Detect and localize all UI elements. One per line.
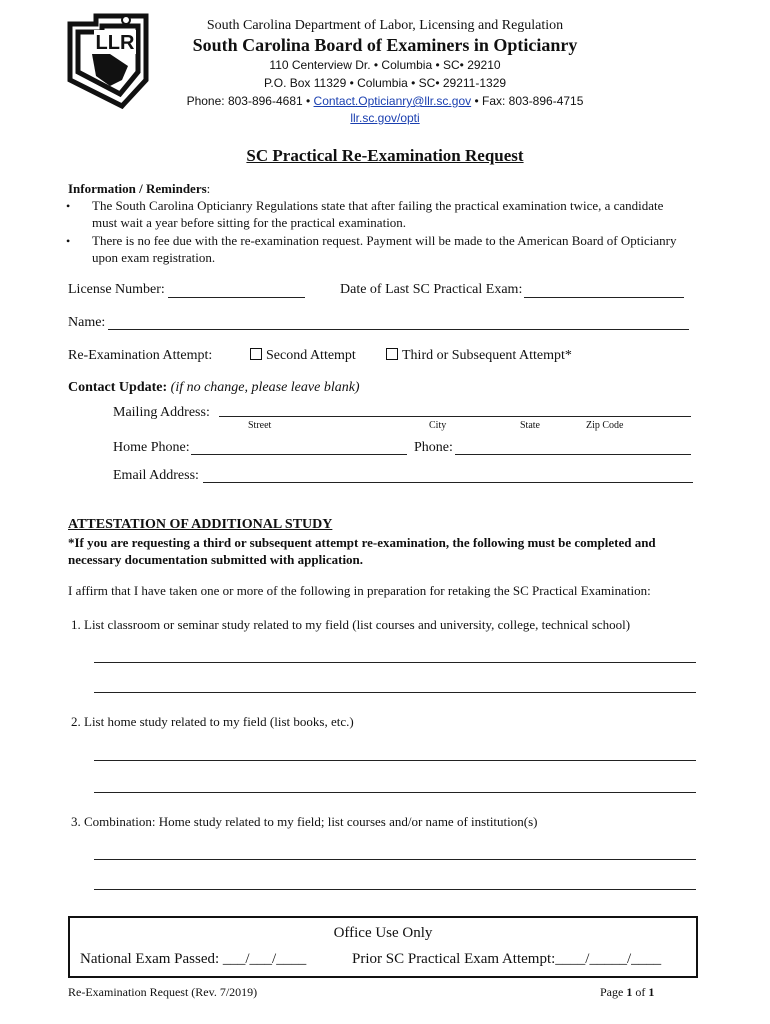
- zip-caption: Zip Code: [586, 420, 624, 431]
- attestation-note-line1: *If you are requesting a third or subsequent attempt re-examination, the following must be completed and: [68, 535, 656, 550]
- attestation-note-line2: necessary documentation submitted with application.: [68, 552, 364, 567]
- logo-text: LLR: [95, 32, 135, 54]
- study-item-1-line-2[interactable]: [94, 692, 696, 693]
- website-link[interactable]: llr.sc.gov/opti: [350, 111, 420, 125]
- third-attempt-option[interactable]: Third or Subsequent Attempt*: [386, 348, 572, 364]
- department-name: South Carolina Department of Labor, Licensing and Regulation: [206, 18, 564, 33]
- last-exam-date-label: Date of Last SC Practical Exam:: [340, 282, 523, 297]
- info-heading: Information / Reminders:: [68, 181, 211, 196]
- phone-text: Phone: 803-896-4681 •: [186, 94, 314, 108]
- email-link[interactable]: Contact.Opticianry@llr.sc.gov: [313, 94, 472, 108]
- last-exam-date-field[interactable]: [524, 297, 684, 298]
- bullet2-line1: There is no fee due with the re-examination request. Payment will be made to the American Board of Opticianry: [92, 233, 677, 248]
- name-field[interactable]: [108, 329, 689, 330]
- second-attempt-option[interactable]: Second Attempt: [250, 348, 356, 364]
- license-number-field[interactable]: [168, 297, 305, 298]
- page-number: Page 1 of 1: [600, 985, 655, 999]
- page-title: SC Practical Re-Examination Request: [246, 146, 524, 165]
- mailing-address-label: Mailing Address:: [113, 405, 210, 420]
- study-item-2: 2. List home study related to my field (list books, etc.): [71, 714, 354, 729]
- mailing-address-field[interactable]: [219, 416, 691, 417]
- contact-line: [0, 94, 770, 108]
- office-use-title: Office Use Only: [333, 925, 433, 941]
- email-address-label: Email Address:: [113, 468, 199, 483]
- license-number-label: License Number:: [68, 282, 165, 297]
- study-item-1: 1. List classroom or seminar study related to my field (list courses and university, college, technical school): [71, 617, 631, 632]
- address-line-1: 110 Centerview Dr. • Columbia • SC• 29210: [269, 58, 501, 72]
- attempt-label: Re-Examination Attempt:: [68, 348, 213, 363]
- bullet-dot: •: [66, 199, 71, 213]
- phone-label: Phone:: [414, 440, 453, 455]
- attestation-heading: ATTESTATION OF ADDITIONAL STUDY: [68, 517, 333, 532]
- contact-update-heading: Contact Update: (if no change, please leave blank): [68, 380, 360, 395]
- home-phone-field[interactable]: [191, 454, 407, 455]
- city-caption: City: [429, 420, 447, 431]
- prior-exam-attempt: Prior SC Practical Exam Attempt:____/_____/____: [352, 951, 662, 967]
- email-address-field[interactable]: [203, 482, 693, 483]
- affirm-statement: I affirm that I have taken one or more of the following in preparation for retaking the SC Practical Examination:: [68, 583, 651, 598]
- bullet1-line1: The South Carolina Opticianry Regulations state that after failing the practical examination twice, a candidate: [92, 198, 664, 213]
- third-attempt-checkbox[interactable]: [386, 348, 398, 360]
- board-name: South Carolina Board of Examiners in Opticianry: [192, 35, 578, 55]
- study-item-3: 3. Combination: Home study related to my field; list courses and/or name of institution(s): [71, 814, 538, 829]
- revision-label: Re-Examination Request (Rev. 7/2019): [68, 985, 258, 999]
- bullet-dot: •: [66, 234, 71, 248]
- study-item-3-line-2[interactable]: [94, 889, 696, 890]
- national-exam-passed: National Exam Passed: ___/___/____: [80, 951, 307, 967]
- fax-text: • Fax: 803-896-4715: [471, 94, 584, 108]
- street-caption: Street: [248, 420, 272, 431]
- phone-field[interactable]: [455, 454, 691, 455]
- study-item-3-line-1[interactable]: [94, 859, 696, 860]
- state-caption: State: [520, 420, 540, 431]
- second-attempt-checkbox[interactable]: [250, 348, 262, 360]
- study-item-2-line-2[interactable]: [94, 792, 696, 793]
- name-label: Name:: [68, 315, 106, 330]
- home-phone-label: Home Phone:: [113, 440, 190, 455]
- address-line-2: P.O. Box 11329 • Columbia • SC• 29211-1329: [263, 76, 507, 90]
- bullet2-line2: upon exam registration.: [92, 250, 216, 265]
- study-item-2-line-1[interactable]: [94, 760, 696, 761]
- study-item-1-line-1[interactable]: [94, 662, 696, 663]
- bullet1-line2: must wait a year before sitting for the practical examination.: [92, 215, 407, 230]
